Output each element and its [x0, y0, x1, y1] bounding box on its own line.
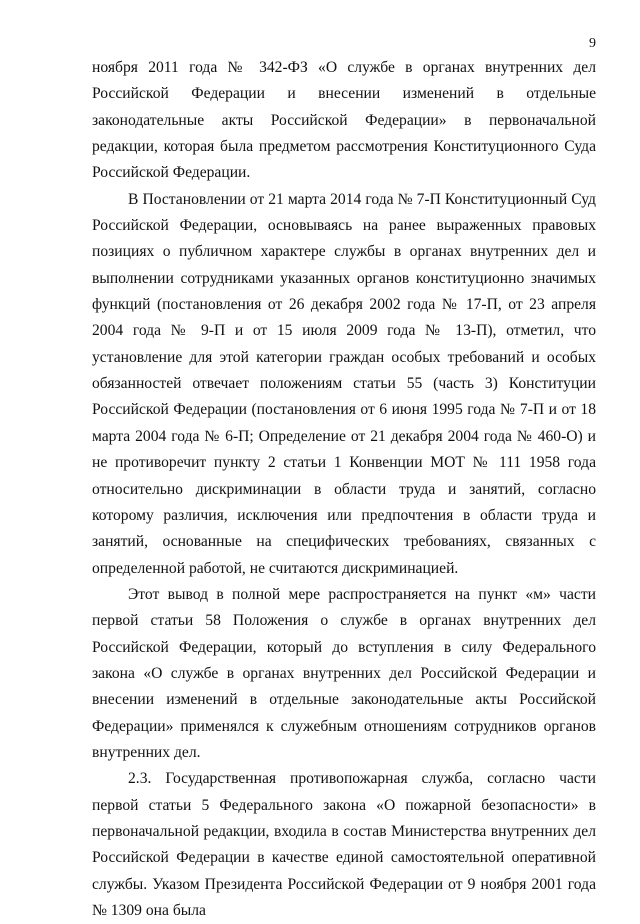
document-body: [92, 55, 596, 924]
paragraph-continuation: ноября 2011 года № 342-ФЗ «О службе в органах внутренних дел Российской Федерации и внесении изменений в отдельные законодательные акты Российской Федерации» в первоначальной редакции, которая была предметом рассмотрения Конституционного Суда Российской Федерации.: [92, 59, 596, 182]
page-number: 9: [589, 36, 596, 51]
paragraph-conclusion: Этот вывод в полной мере распространяется на пункт «м» части первой статьи 58 Положения о службе в органах внутренних дел Российской Федерации, который до вступления в силу Федерального закона «О службе в органах внутренних дел Российской Федерации и внесении изменений в отдельные законодательные акты Российской Федерации» применялся к служебным отношениям сотрудников органов внутренних дел.: [92, 585, 596, 761]
paragraph-fire-service: 2.3. Государственная противопожарная служба, согласно части первой статьи 5 Федерального закона «О пожарной безопасности» в первоначальной редакции, входила в состав Министерства внутренних дел Российской Федерации в качестве единой самостоятельной оперативной службы. Указом Президента Российской Федерации от 9 ноября 2001 года № 1309 она была: [92, 770, 596, 919]
paragraph-resolution: В Постановлении от 21 марта 2014 года № 7-П Конституционный Суд Российской Федерации, основываясь на ранее выраженных правовых позициях о публичном характере службы в органах внутренних дел и выполнении сотрудниками указанных органов конституционно значимых функций (постановления от 26 декабря 2002 года № 17-П, от 23 апреля 2004 года № 9-П и от 15 июля 2009 года № 13-П), отметил, что установление для этой категории граждан особых требований и особых обязанностей отвечает положениям статьи 55 (часть 3) Конституции Российской Федерации (постановления от 6 июня 1995 года № 7-П и от 18 марта 2004 года № 6-П; Определение от 21 декабря 2004 года № 460-О) и не противоречит пункту 2 статьи 1 Конвенции МОТ № 111 1958 года относительно дискриминации в области труда и занятий, согласно которому различия, исключения или предпочтения в области труда и занятий, основанные на специфических требованиях, связанных с определенной работой, не считаются дискриминацией.: [92, 190, 596, 577]
